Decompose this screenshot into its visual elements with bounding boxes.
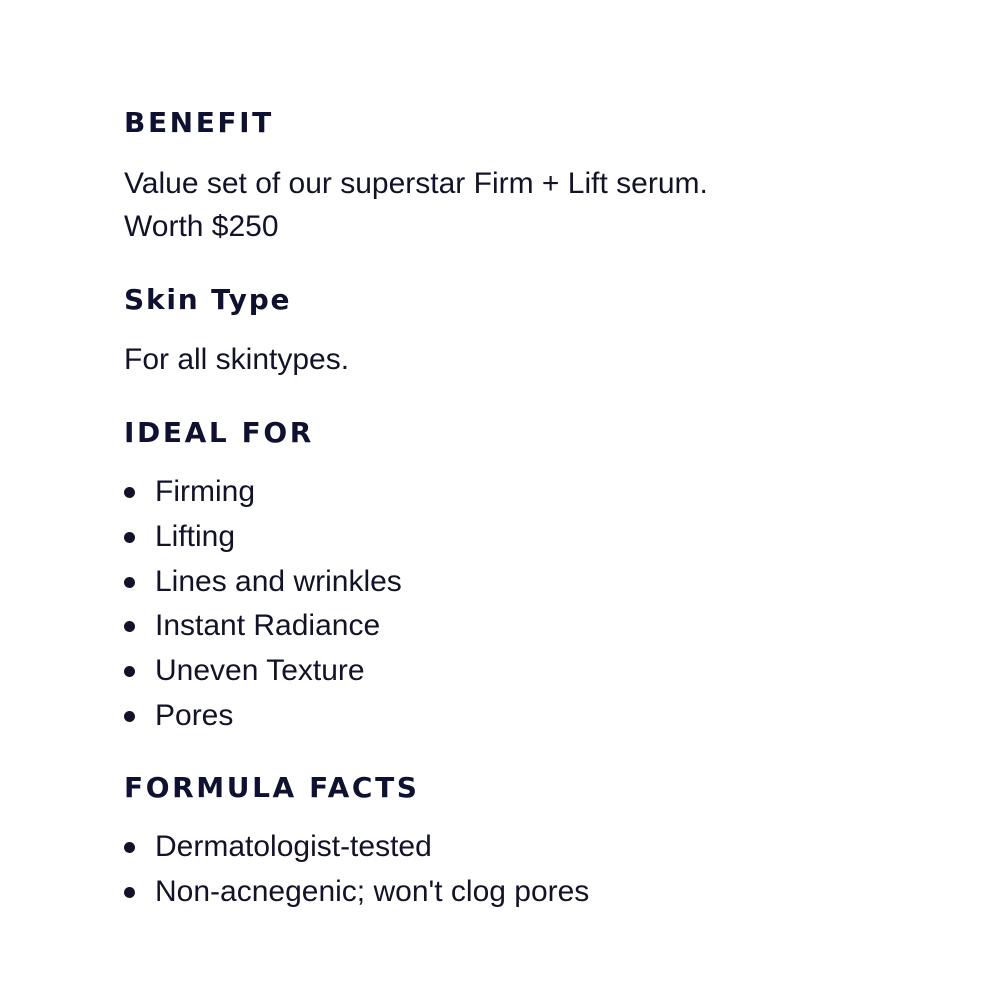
ideal-for-list <box>124 470 924 739</box>
list-item <box>124 825 924 870</box>
benefit-text <box>124 162 924 248</box>
bullet-dot-icon <box>124 842 135 853</box>
benefit-line: Worth $250 <box>124 210 279 243</box>
list-item-label: Non-acnegenic; won't clog pores <box>155 874 590 908</box>
formula-facts-list <box>124 825 924 915</box>
formula-facts-section <box>124 769 590 908</box>
list-item-label: Dermatologist-tested <box>155 830 432 863</box>
bullet-dot-icon <box>124 666 135 677</box>
list-item <box>124 870 924 915</box>
skin-type-heading: Skin Type <box>124 283 292 316</box>
list-item <box>124 560 924 605</box>
list-item-label: Pores <box>155 698 234 732</box>
bullet-dot-icon <box>124 711 135 722</box>
formula-facts-heading: FORMULA FACTS <box>124 771 420 804</box>
bullet-dot-icon <box>124 577 135 588</box>
list-item <box>124 694 924 739</box>
list-item-label: Lifting <box>155 519 236 553</box>
skin-type-text: For all skintypes. <box>124 343 350 376</box>
benefit-heading: BENEFIT <box>124 106 274 139</box>
list-item-label: Instant Radiance <box>155 609 381 643</box>
bullet-dot-icon <box>124 621 135 632</box>
list-item-label: Firming <box>155 475 256 508</box>
bullet-dot-icon <box>124 532 135 543</box>
benefit-section <box>124 104 708 243</box>
ideal-for-heading: IDEAL FOR <box>124 416 314 449</box>
benefit-line: Value set of our superstar Firm + Lift serum. <box>124 167 708 200</box>
ideal-for-section <box>124 414 402 732</box>
list-item <box>124 470 924 515</box>
list-item-label: Uneven Texture <box>155 654 365 688</box>
bullet-dot-icon <box>124 487 135 498</box>
list-item <box>124 515 924 560</box>
bullet-dot-icon <box>124 887 135 898</box>
skin-type-section <box>124 281 350 376</box>
list-item <box>124 649 924 694</box>
list-item <box>124 604 924 649</box>
list-item-label: Lines and wrinkles <box>155 564 402 598</box>
